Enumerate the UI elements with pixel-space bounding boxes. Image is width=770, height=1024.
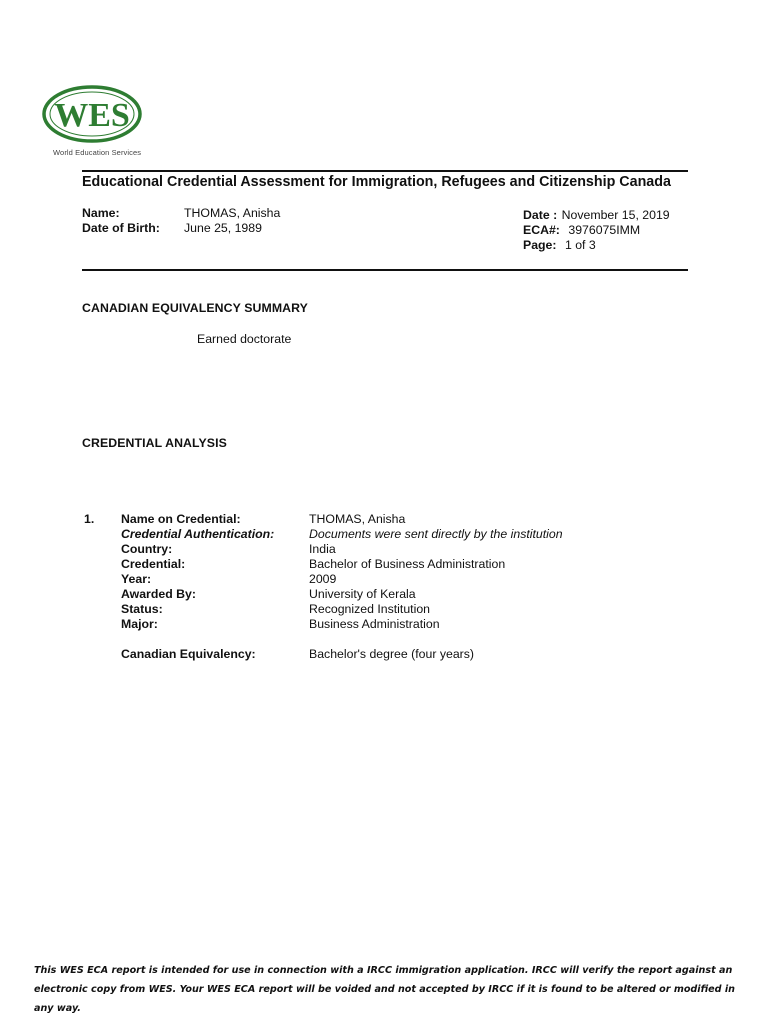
field-value-status: Recognized Institution [309, 602, 430, 616]
wes-logo-mark [40, 84, 144, 146]
logo-tagline: World Education Services [53, 148, 142, 157]
field-label-year: Year: [121, 572, 152, 586]
field-label-status: Status: [121, 602, 163, 616]
field-value-country: India [309, 542, 336, 556]
field-label-name: Name on Credential: [121, 512, 241, 526]
field-value-major: Business Administration [309, 617, 440, 631]
field-label-credential: Credential: [121, 557, 186, 571]
equivalency-label: Canadian Equivalency: [121, 647, 256, 661]
field-label-authentication: Credential Authentication: [121, 527, 275, 541]
field-label-major: Major: [121, 617, 158, 631]
eca-value: 3976075IMM [568, 223, 641, 237]
field-label-country: Country: [121, 542, 173, 556]
name-label: Name: [82, 206, 120, 220]
field-label-awarded-by: Awarded By: [121, 587, 196, 601]
field-value-year: 2009 [309, 572, 337, 586]
page-value: 1 of 3 [564, 238, 596, 252]
analysis-heading: CREDENTIAL ANALYSIS [82, 436, 227, 450]
field-value-authentication: Documents were sent directly by the institution [309, 527, 563, 541]
eca-label: ECA#: [523, 223, 560, 237]
wes-logo [40, 84, 150, 160]
logo-wordmark: WES [54, 97, 130, 134]
page-label: Page: [523, 238, 557, 252]
field-value-awarded-by: University of Kerala [309, 587, 416, 601]
footer-disclaimer: This WES ECA report is intended for use in connection with a IRCC immigration application. IRCC will verify the report against an electronic copy from WES. Your WES ECA report will be voided and not accepted by IRCC if it is found to be altered or modified in any way. [34, 965, 735, 1014]
equivalency-value: Bachelor's degree (four years) [309, 647, 475, 661]
field-value-name: THOMAS, Anisha [309, 512, 406, 526]
credential-number: 1. [84, 512, 95, 526]
summary-text: Earned doctorate [197, 332, 292, 346]
date-value: November 15, 2019 [561, 208, 670, 222]
field-value-credential: Bachelor of Business Administration [309, 557, 506, 571]
date-label: Date : [523, 208, 558, 222]
page-row [523, 236, 596, 254]
document-title: Educational Credential Assessment for Immigration, Refugees and Citizenship Canada [82, 174, 671, 190]
dob-label: Date of Birth: [82, 221, 160, 235]
summary-heading: CANADIAN EQUIVALENCY SUMMARY [82, 301, 308, 315]
dob-value: June 25, 1989 [184, 221, 262, 235]
header-bottom-rule [82, 269, 688, 271]
name-value: THOMAS, Anisha [184, 206, 281, 220]
header-top-rule [82, 170, 688, 172]
